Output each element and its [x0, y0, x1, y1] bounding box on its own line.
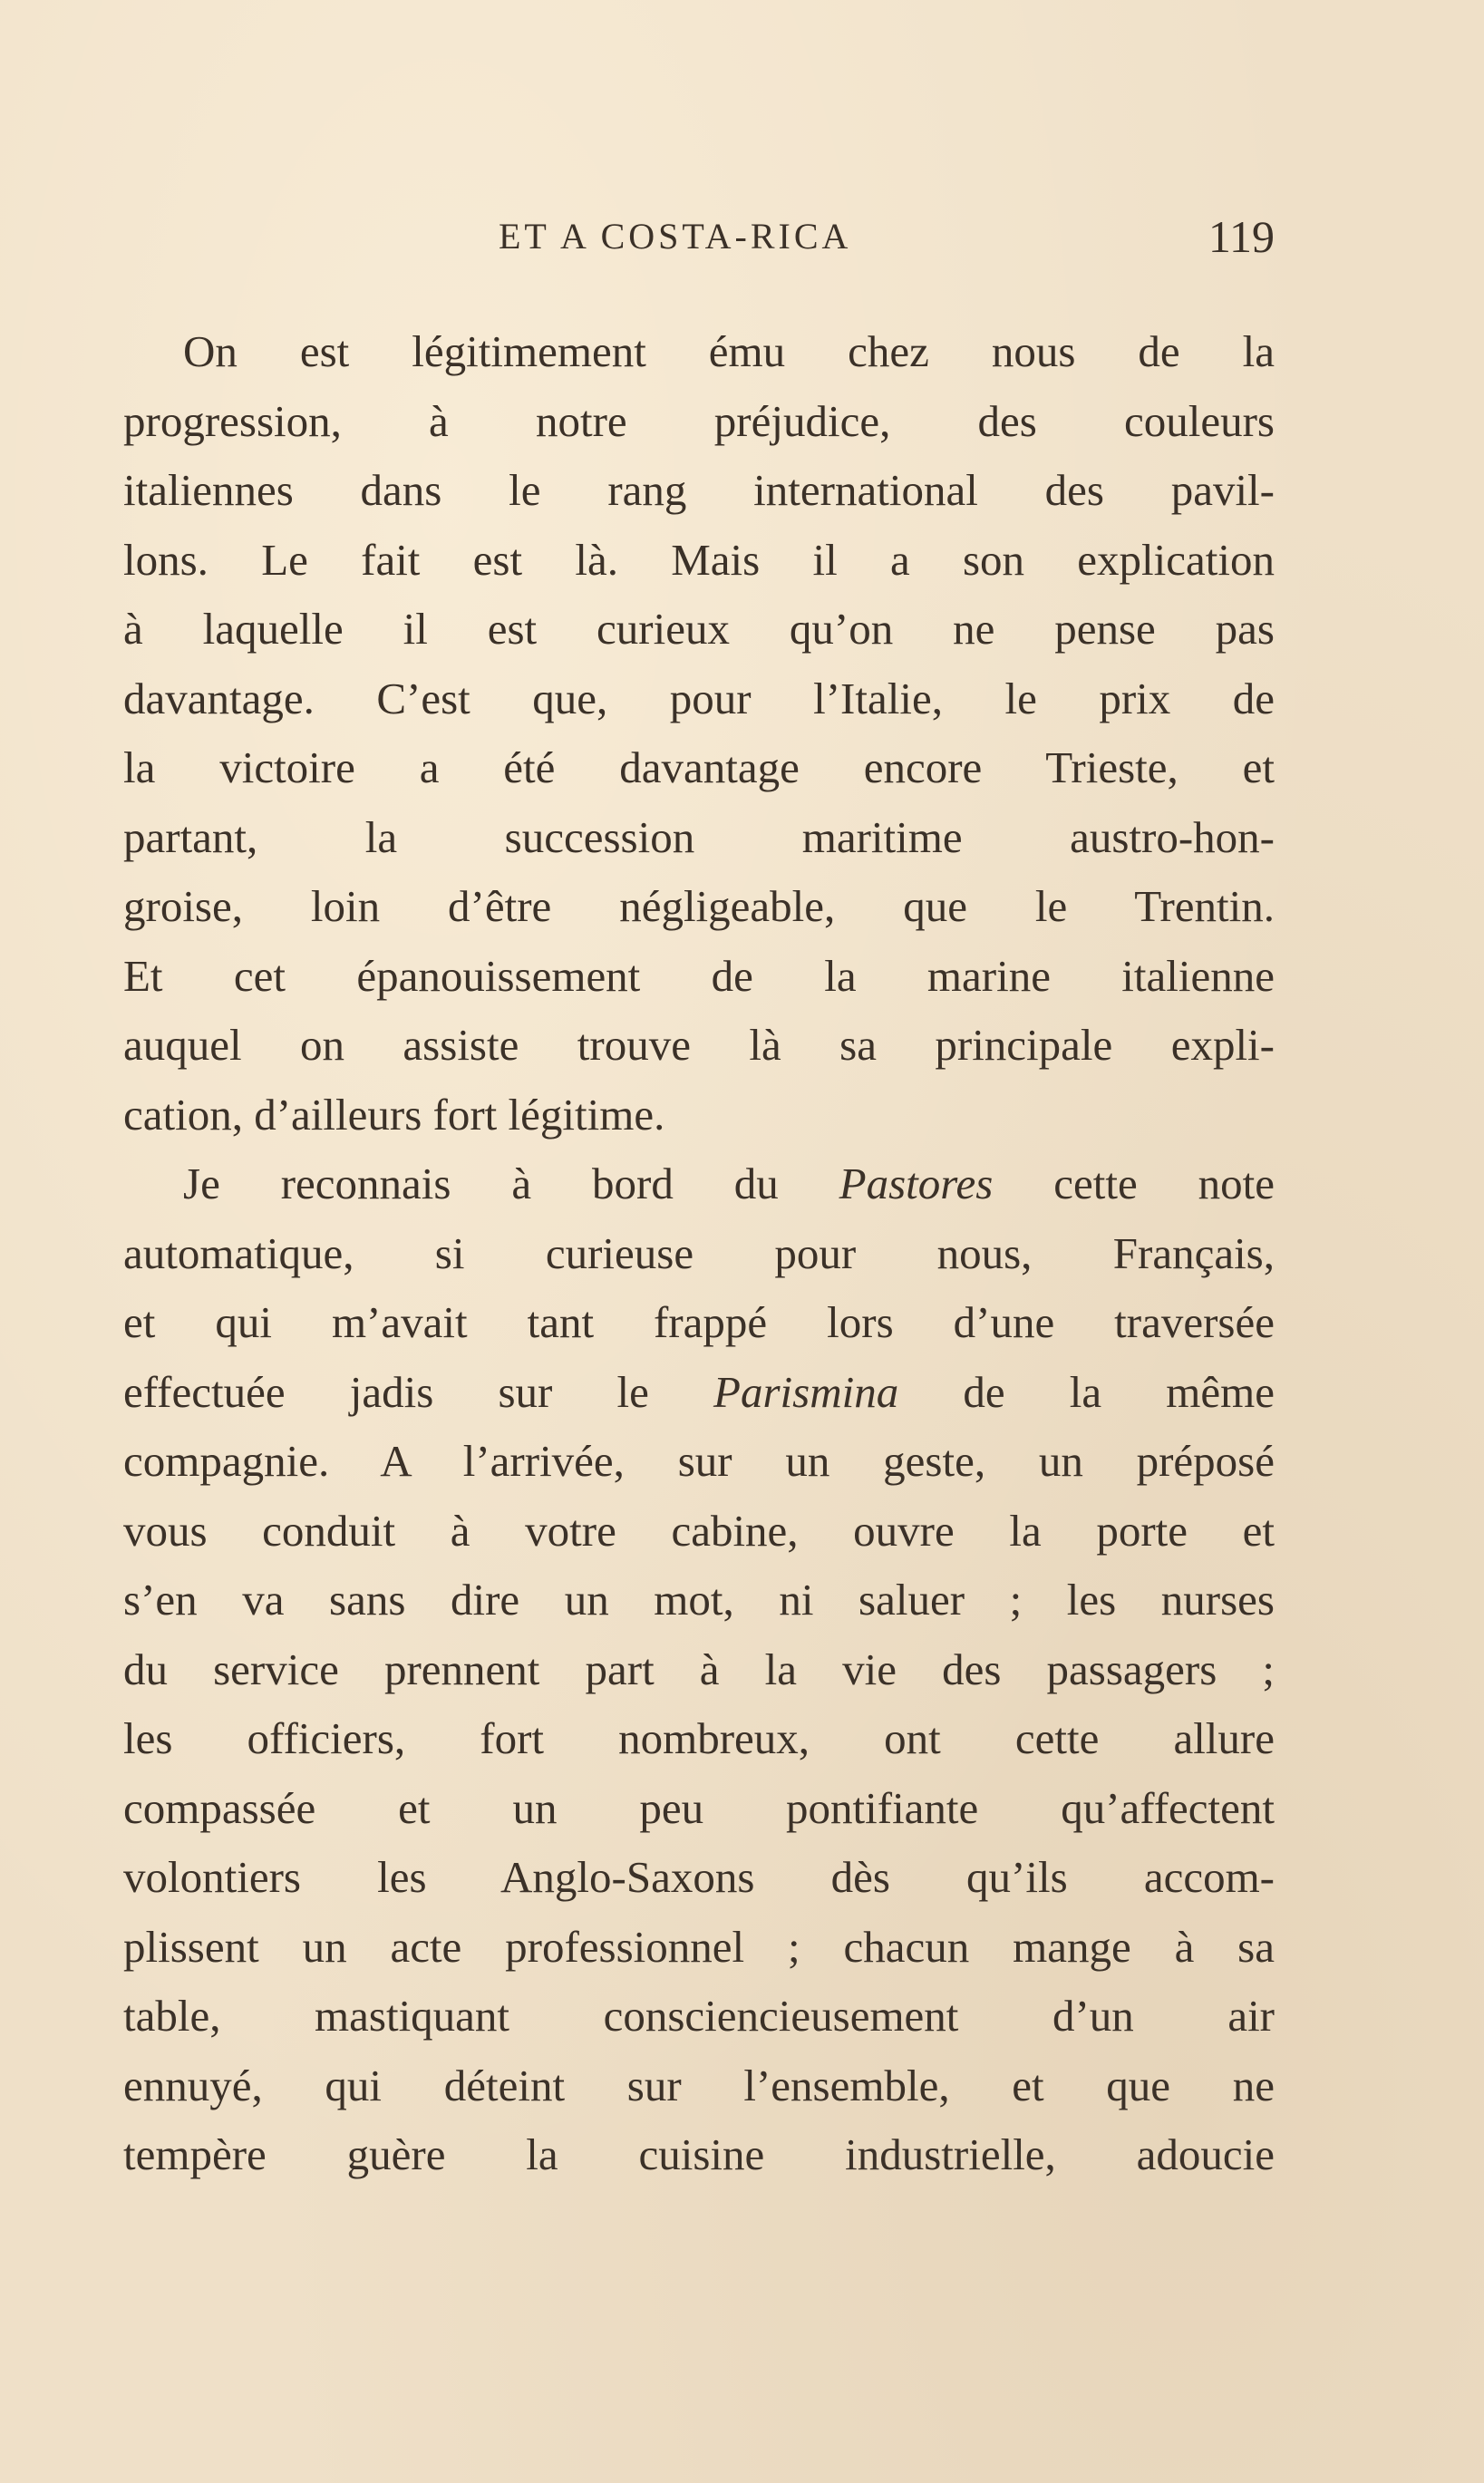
text-line: plissent un acte professionnel ; chacun mange à sa	[123, 1921, 1275, 1972]
text-line: compassée et un peu pontifiante qu’affectent	[123, 1782, 1275, 1833]
page-number: 119	[1208, 211, 1275, 262]
paragraph	[123, 317, 1275, 1149]
body-text	[123, 317, 1275, 2190]
text-line: Et cet épanouissement de la marine italienne	[123, 950, 1275, 1001]
text-line: groise, loin d’être négligeable, que le Trentin.	[123, 881, 1275, 931]
text-line: davantage. C’est que, pour l’Italie, le prix de	[123, 673, 1275, 723]
text-segment: de la même	[963, 1366, 1275, 1417]
text-line: partant, la succession maritime austro-hon-	[123, 811, 1275, 862]
text-line: s’en va sans dire un mot, ni saluer ; les nurses	[123, 1575, 1275, 1625]
text-line: lons. Le fait est là. Mais il a son explication	[123, 534, 1275, 585]
text-line	[123, 1149, 1275, 1219]
text-segment: cette note	[1053, 1159, 1275, 1208]
text-line: vous conduit à votre cabine, ouvre la porte et	[123, 1505, 1275, 1556]
text-line: et qui m’avait tant frappé lors d’une traversée	[123, 1297, 1275, 1347]
text-line: compagnie. A l’arrivée, sur un geste, un préposé	[123, 1436, 1275, 1486]
text-line: auquel on assiste trouve là sa principale expli-	[123, 1020, 1275, 1070]
text-line: à laquelle il est curieux qu’on ne pense pas	[123, 604, 1275, 654]
text-line: tempère guère la cuisine industrielle, adoucie	[123, 2129, 1275, 2179]
text-line: On est légitimement ému chez nous de la	[183, 326, 1275, 376]
ship-name: Pastores	[839, 1159, 994, 1208]
text-line: volontiers les Anglo-Saxons dès qu’ils accom-	[123, 1852, 1275, 1902]
running-title: ET A COSTA-RICA	[499, 216, 852, 257]
text-line: table, mastiquant consciencieusement d’un air	[123, 1991, 1275, 2041]
text-line: progression, à notre préjudice, des couleurs	[123, 395, 1275, 446]
text-line	[123, 1358, 1275, 1428]
text-line: les officiers, fort nombreux, ont cette allure	[123, 1713, 1275, 1763]
text-segment: Je reconnais à bord du	[183, 1159, 779, 1208]
text-line: ennuyé, qui déteint sur l’ensemble, et que ne	[123, 2060, 1275, 2110]
page-header	[123, 205, 1275, 268]
text-line: automatique, si curieuse pour nous, Français,	[123, 1227, 1275, 1278]
text-line: cation, d’ailleurs fort légitime.	[123, 1089, 665, 1140]
ship-name: Parismina	[713, 1366, 899, 1417]
text-line: la victoire a été davantage encore Trieste, et	[123, 742, 1275, 792]
paragraph	[123, 1149, 1275, 2190]
text-line: italiennes dans le rang international des pavil-	[123, 465, 1275, 515]
text-line: du service prennent part à la vie des passagers ;	[123, 1644, 1275, 1694]
text-segment: effectuée jadis sur le	[123, 1366, 649, 1417]
